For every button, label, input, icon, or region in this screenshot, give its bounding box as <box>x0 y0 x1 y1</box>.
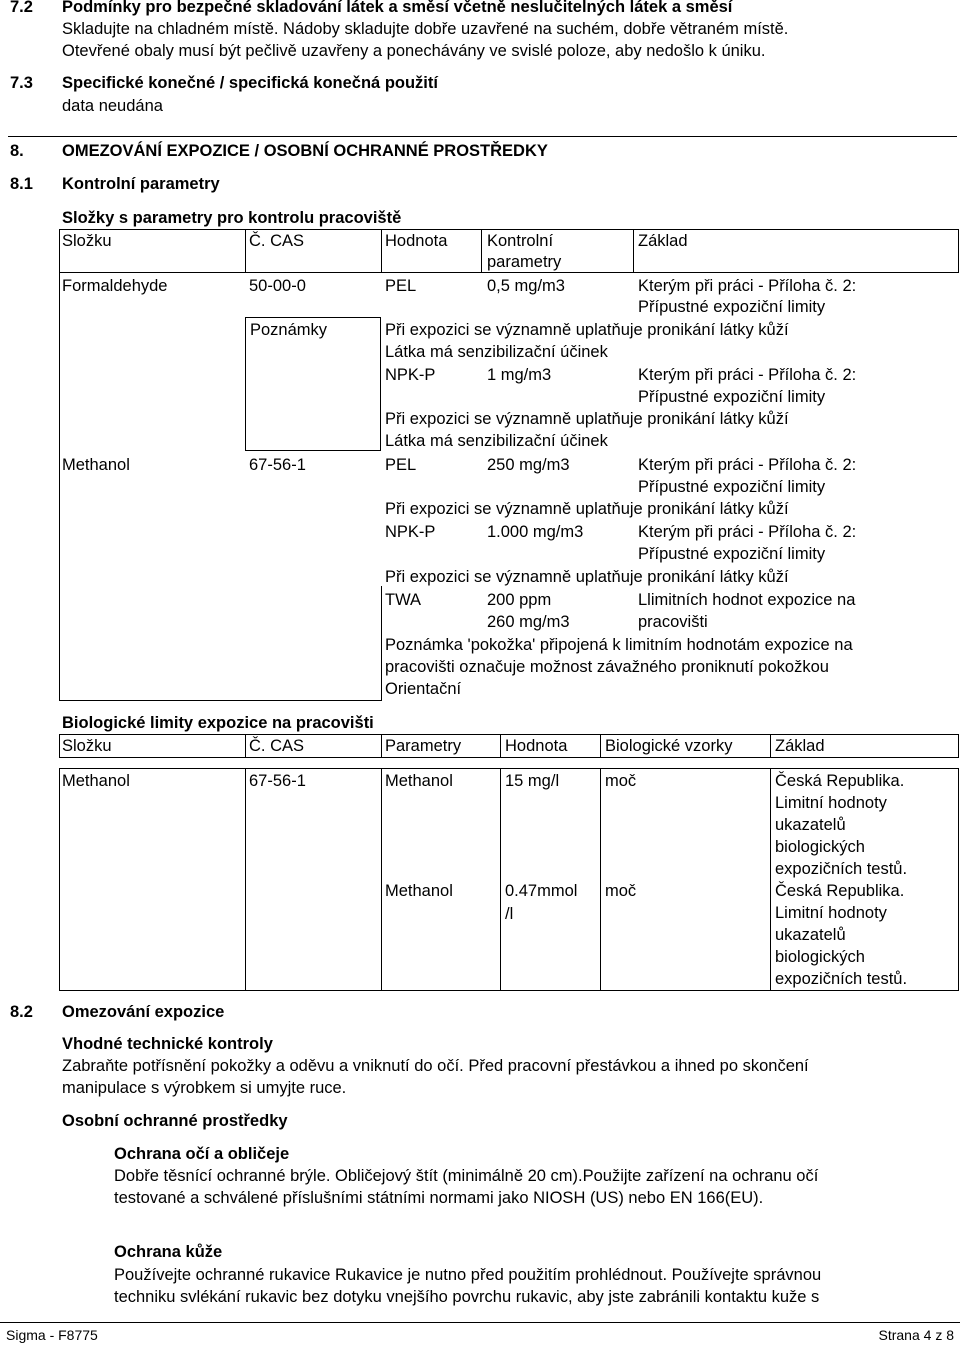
engineering-controls-text: Zabraňte potřísnění pokožky a oděvu a vniknutí do očí. Před pracovní přestávkou a ihned po skončení <box>62 1057 809 1075</box>
bio-row1-basis: Limitní hodnoty <box>775 794 887 812</box>
formaldehyde-pel-basis: Kterým při práci - Příloha č. 2: <box>638 277 857 295</box>
formaldehyde-npk-basis: Kterým při práci - Příloha č. 2: <box>638 366 857 384</box>
methanol-pel-type: PEL <box>385 456 417 474</box>
control-header-cas: Č. CAS <box>249 232 305 250</box>
control-table-header-divider <box>633 229 634 273</box>
ppe-title: Osobní ochranné prostředky <box>62 1112 288 1130</box>
control-header-basis: Základ <box>638 232 688 250</box>
footer-rule <box>0 1322 960 1323</box>
control-header-control-1: Kontrolní <box>487 232 554 250</box>
formaldehyde-note-sensitizer-2: Látka má senzibilizační účinek <box>385 432 608 450</box>
control-header-component: Složku <box>62 232 112 250</box>
methanol-note-skin: Při expozici se významně uplatňuje pronikání látky kůží <box>385 500 789 518</box>
footer-page-current: 4 <box>923 1327 932 1343</box>
footer-page-prefix: Strana <box>878 1327 920 1343</box>
methanol-twa-basis: Llimitních hodnot expozice na <box>638 591 856 609</box>
eye-protection-title: Ochrana očí a obličeje <box>114 1145 290 1163</box>
methanol-pel-basis-2: Přípustné expoziční limity <box>638 478 826 496</box>
methanol-npk-type: NPK-P <box>385 523 436 541</box>
formaldehyde-note-skin-2: Při expozici se významně uplatňuje pronikání látky kůží <box>385 410 789 428</box>
bio-header-basis: Základ <box>775 737 825 755</box>
section-8-rule <box>8 136 957 137</box>
bio-row1-specimen: moč <box>605 772 637 790</box>
methanol-twa-note-2: pracovišti označuje možnost závažného proniknutí pokožkou <box>385 658 829 676</box>
bio-row2-specimen: moč <box>605 882 637 900</box>
formaldehyde-notes-label: Poznámky <box>250 321 328 339</box>
section-7-2-line-1: Skladujte na chladném místě. Nádoby skladujte dobře uzavřené na suchém, dobře větraném místě. <box>62 20 789 38</box>
bio-row2-basis: Česká Republika. <box>775 882 905 900</box>
control-table-left-border <box>59 271 60 701</box>
bio-body-divider <box>770 768 771 991</box>
methanol-npk-basis-2: Přípustné expoziční limity <box>638 545 826 563</box>
bio-header-divider <box>770 734 771 758</box>
methanol-pel-basis: Kterým při práci - Příloha č. 2: <box>638 456 857 474</box>
section-7-2-line-2: Otevřené obaly musí být pečlivě uzavřeny a ponechávány ve svislé poloze, aby nedošlo k úniku. <box>62 42 766 60</box>
methanol-twa-note: Poznámka 'pokožka' připojená k limitním hodnotám expozice na <box>385 636 853 654</box>
bio-row1-name: Methanol <box>62 772 130 790</box>
section-8-number: 8. <box>10 142 24 160</box>
bio-header-value: Hodnota <box>505 737 568 755</box>
control-table-header-divider <box>481 229 482 273</box>
control-table-header-divider <box>245 229 246 273</box>
bio-header-component: Složku <box>62 737 112 755</box>
formaldehyde-note-skin: Při expozici se významně uplatňuje pronikání látky kůží <box>385 321 789 339</box>
section-8-1-number: 8.1 <box>10 175 33 193</box>
section-7-3-text: data neudána <box>62 97 163 115</box>
control-header-value: Hodnota <box>385 232 448 250</box>
bio-body-divider <box>600 768 601 991</box>
eye-protection-text: testované a schválené příslušními státními normami jako NIOSH (US) nebo EN 166(EU). <box>114 1189 764 1207</box>
engineering-controls-text: manipulace s výrobkem si umyjte ruce. <box>62 1079 347 1097</box>
control-table-twa-divider <box>381 586 382 701</box>
bio-row1-basis: Česká Republika. <box>775 772 905 790</box>
section-7-3-number: 7.3 <box>10 74 33 92</box>
footer-page-number <box>878 1327 954 1343</box>
bio-body-divider <box>245 768 246 991</box>
section-7-3-title: Specifické konečné / specifická konečná použití <box>62 74 438 92</box>
formaldehyde-note-sensitizer: Látka má senzibilizační účinek <box>385 343 608 361</box>
footer-page-total: 8 <box>946 1327 954 1343</box>
formaldehyde-pel-basis-2: Přípustné expoziční limity <box>638 298 826 316</box>
footer-page-sep: z <box>935 1327 943 1343</box>
section-8-title: OMEZOVÁNÍ EXPOZICE / OSOBNÍ OCHRANNÉ PROSTŘEDKY <box>62 142 548 160</box>
bio-header-divider <box>600 734 601 758</box>
section-8-2-number: 8.2 <box>10 1003 33 1021</box>
methanol-twa-basis-2: pracovišti <box>638 613 708 631</box>
section-7-2-title: Podmínky pro bezpečné skladování látek a směsí včetně neslučitelných látek a směsí <box>62 0 733 16</box>
control-table-subtitle: Složky s parametry pro kontrolu pracoviště <box>62 209 402 227</box>
methanol-name: Methanol <box>62 456 130 474</box>
skin-protection-text: techniku svlékání rukavic bez dotyku vnejšího povrchu rukavic, aby jste zabránili kontaktu kuže s <box>114 1288 820 1306</box>
bio-row2-value: 0.47mmol <box>505 882 578 900</box>
bio-row1-cas: 67-56-1 <box>249 772 306 790</box>
bio-header-divider <box>381 734 382 758</box>
formaldehyde-npk-basis-2: Přípustné expoziční limity <box>638 388 826 406</box>
bio-limits-title: Biologické limity expozice na pracovišti <box>62 714 374 732</box>
bio-row2-basis: Limitní hodnoty <box>775 904 887 922</box>
bio-row1-basis: biologických <box>775 838 865 856</box>
eye-protection-text: Dobře těsnící ochranné brýle. Obličejový štít (minimálně 20 cm).Použijte zařízení na ochranu očí <box>114 1167 819 1185</box>
methanol-pel-value: 250 mg/m3 <box>487 456 570 474</box>
bio-row1-param: Methanol <box>385 772 453 790</box>
bio-header-params: Parametry <box>385 737 462 755</box>
methanol-cas: 67-56-1 <box>249 456 306 474</box>
section-7-2-number: 7.2 <box>10 0 33 16</box>
skin-protection-text: Používejte ochranné rukavice Rukavice je nutno před použitím prohlédnout. Používejte správnou <box>114 1266 822 1284</box>
formaldehyde-cas: 50-00-0 <box>249 277 306 295</box>
bio-row2-basis: biologických <box>775 948 865 966</box>
bio-row2-param: Methanol <box>385 882 453 900</box>
bio-row1-basis: ukazatelů <box>775 816 846 834</box>
bio-body-divider <box>381 768 382 991</box>
methanol-twa-value: 200 ppm <box>487 591 552 609</box>
bio-row2-basis: ukazatelů <box>775 926 846 944</box>
bio-header-cas: Č. CAS <box>249 737 305 755</box>
methanol-twa-note-3: Orientační <box>385 680 462 698</box>
formaldehyde-npk-value: 1 mg/m3 <box>487 366 552 384</box>
bio-row2-value-2: /l <box>505 905 514 923</box>
section-8-1-title: Kontrolní parametry <box>62 175 220 193</box>
methanol-note-skin-2: Při expozici se významně uplatňuje pronikání látky kůží <box>385 568 789 586</box>
bio-header-specimen: Biologické vzorky <box>605 737 733 755</box>
methanol-twa-value-2: 260 mg/m3 <box>487 613 570 631</box>
skin-protection-title: Ochrana kůže <box>114 1243 223 1261</box>
methanol-twa-type: TWA <box>385 591 422 609</box>
section-8-2-title: Omezování expozice <box>62 1003 225 1021</box>
footer-product-code: Sigma - F8775 <box>6 1327 98 1343</box>
bio-body-divider <box>500 768 501 991</box>
control-table-bottom-border <box>59 700 382 701</box>
methanol-npk-value: 1.000 mg/m3 <box>487 523 584 541</box>
methanol-npk-basis: Kterým při práci - Příloha č. 2: <box>638 523 857 541</box>
bio-row1-value: 15 mg/l <box>505 772 560 790</box>
bio-header-divider <box>245 734 246 758</box>
formaldehyde-pel-value: 0,5 mg/m3 <box>487 277 565 295</box>
bio-header-divider <box>500 734 501 758</box>
engineering-controls-title: Vhodné technické kontroly <box>62 1035 273 1053</box>
formaldehyde-name: Formaldehyde <box>62 277 168 295</box>
bio-row2-basis: expozičních testů. <box>775 970 908 988</box>
formaldehyde-npk-type: NPK-P <box>385 366 436 384</box>
formaldehyde-pel-type: PEL <box>385 277 417 295</box>
control-header-control-2: parametry <box>487 253 562 271</box>
bio-row1-basis: expozičních testů. <box>775 860 908 878</box>
control-table-header-divider <box>381 229 382 273</box>
